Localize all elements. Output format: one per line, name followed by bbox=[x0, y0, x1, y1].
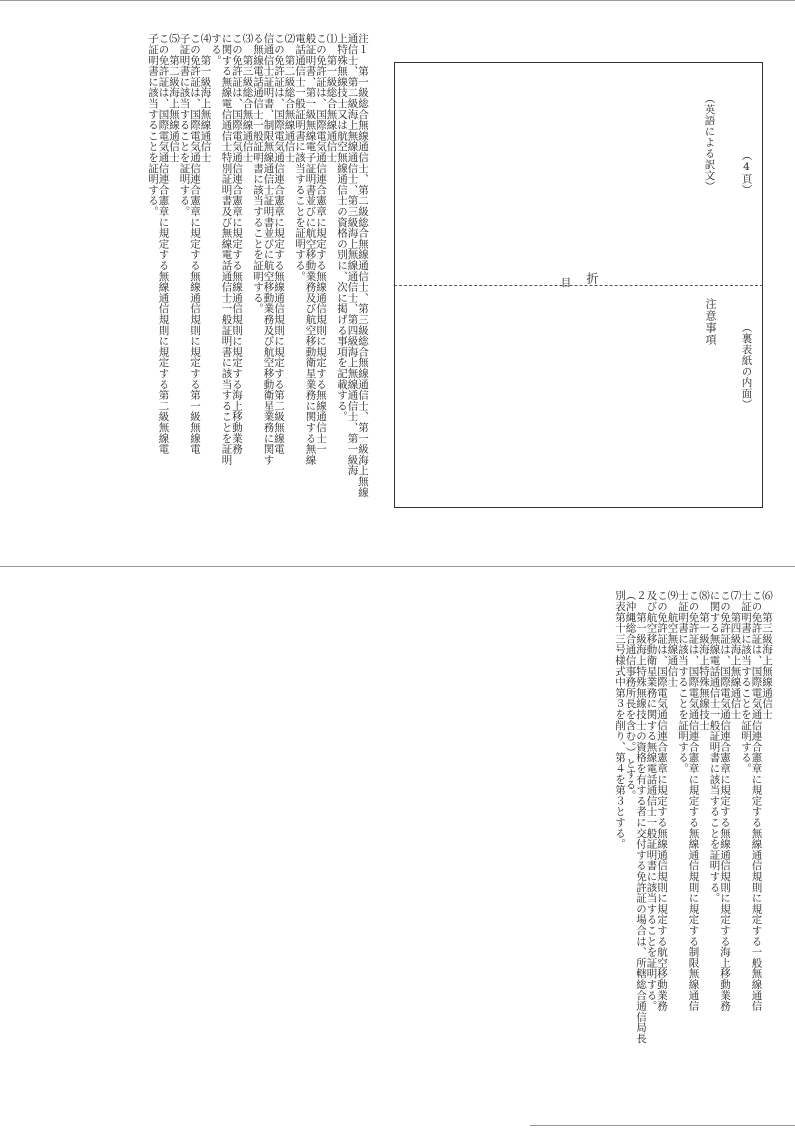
note-line: ⑹ 第三級海上無線通信士 bbox=[761, 590, 773, 720]
note-line: ２ 第一級海上特殊無線技士の資格を有する者に交付する免許証の場合は、所轄総合通信局長 bbox=[635, 590, 647, 1044]
english-label: （英語による訳文） bbox=[703, 93, 716, 192]
note-line: ⑼ 航空無線通信士 bbox=[666, 590, 679, 688]
inner-face-label: （裏表紙の内面） bbox=[740, 322, 753, 410]
note-line: この免許証は、国際電気通信連合憲章に規定する無線通信規則に規定する第二級無線電 bbox=[273, 33, 285, 455]
note-line: この免許証は、国際電気通信連合憲章に規定する無線通信規則に規定する一般無線通信 bbox=[750, 590, 763, 1012]
note-line: ⑺ 第四級海上無線通信士 bbox=[729, 590, 742, 720]
note-line: ⑸ 第二級海上無線通信士 bbox=[168, 33, 180, 163]
fold-label: 折 bbox=[585, 272, 599, 285]
note-line: ⑻ 第一級海上特殊無線技士 bbox=[698, 590, 710, 731]
note-line: この免許証は、国際電気通信連合憲章に規定する無線通信規則に規定する海上移動業務 bbox=[231, 33, 243, 455]
fold-dashed-line bbox=[394, 285, 763, 286]
note-line: ⑵ 第二級総合無線通信士 bbox=[283, 33, 296, 163]
note-line: 上特殊無線技士又は航空無線通信士の資格の別に、次に掲げる事項を記載する。 bbox=[336, 33, 348, 422]
notes-title: 注意事項 bbox=[704, 298, 717, 346]
note-line: この免許証は、国際電気通信連合憲章に規定する無線通信規則に規定する海上移動業務 bbox=[719, 590, 731, 1012]
note-line: する。 bbox=[210, 33, 222, 66]
note-line: 別表第十三号様式中第３を削り、第４を第３とする。 bbox=[614, 590, 626, 850]
middle-rule bbox=[0, 566, 795, 567]
note-line: に関する無線電話通信士一般証明書に該当することを証明する。 bbox=[708, 590, 721, 904]
note-line: この免許証は、国際電気通信連合憲章に規定する無線通信規則に規定する制限無線通信 bbox=[687, 590, 700, 1012]
note-line: 信通信士証明書、制限無線通信士証明書並びに航空移動業務及び航空移動衛星業務に関す bbox=[262, 33, 275, 465]
note-line: ⑶ 第三級総合無線通信士 bbox=[241, 33, 254, 163]
note-line: この免許証は、国際電気通信連合憲章に規定する無線通信規則に規定する航空移動業務 bbox=[656, 590, 668, 1012]
note-line: 及び航空移動衛星業務に関する無線電話通信士一般証明書に該当することを証明する。 bbox=[645, 590, 658, 1012]
note-line: （沖縄総合通信事務所長を含む。）とする。 bbox=[624, 590, 637, 801]
note-line: 電話通信士一般証明書に該当することを証明する。 bbox=[294, 33, 306, 282]
note-line: 般証明書、第一級無線電子証明書並びに航空移動業務及び航空移動衛星業務に関する無線 bbox=[304, 33, 317, 465]
note-line: ⑴ 第一級総合無線通信士 bbox=[325, 33, 338, 163]
note-line: この免許証は、国際電気通信連合憲章に規定する無線通信規則に規定する無線通信士一 bbox=[315, 33, 327, 455]
note-line: この免許証は、国際電気通信連合憲章に規定する無線通信規則に規定する第二級無線電 bbox=[157, 33, 170, 455]
lower-notes bbox=[615, 590, 773, 1115]
note-line: 子証明書に該当することを証明する。 bbox=[147, 33, 159, 217]
fold-line-label: 目 bbox=[559, 277, 572, 288]
note-line: 士証明書に該当することを証明する。 bbox=[740, 590, 752, 774]
page-number: （4頁） bbox=[740, 150, 753, 196]
note-line: る無線電話通信士一般証明書に該当することを証明する。 bbox=[252, 33, 264, 314]
note-line: に関する無線電信通信士特別証明書及び無線電話通信士一般証明書に該当することを証明 bbox=[220, 33, 233, 465]
top-rule bbox=[0, 0, 795, 1]
note-line: 士証明書に該当することを証明する。 bbox=[677, 590, 689, 774]
note-line: ⑷ 第一級海上無線通信士 bbox=[199, 33, 212, 163]
note-line: 通信士、第二級海上無線通信士、第三級海上無線通信士、第四級海上無線通信士、第一級海 bbox=[346, 33, 359, 476]
upper-notes bbox=[148, 33, 369, 553]
note-line: 子証明書に該当することを証明する。 bbox=[178, 33, 191, 217]
bottom-rule bbox=[530, 1125, 795, 1126]
note-line: この免許証は、国際電気通信連合憲章に規定する無線通信規則に規定する第一級無線電 bbox=[189, 33, 201, 455]
note-line: 注１ 第一級総合無線通信士、第二級総合無線通信士、第三級総合無線通信士、第一級海上無線 bbox=[357, 33, 369, 498]
